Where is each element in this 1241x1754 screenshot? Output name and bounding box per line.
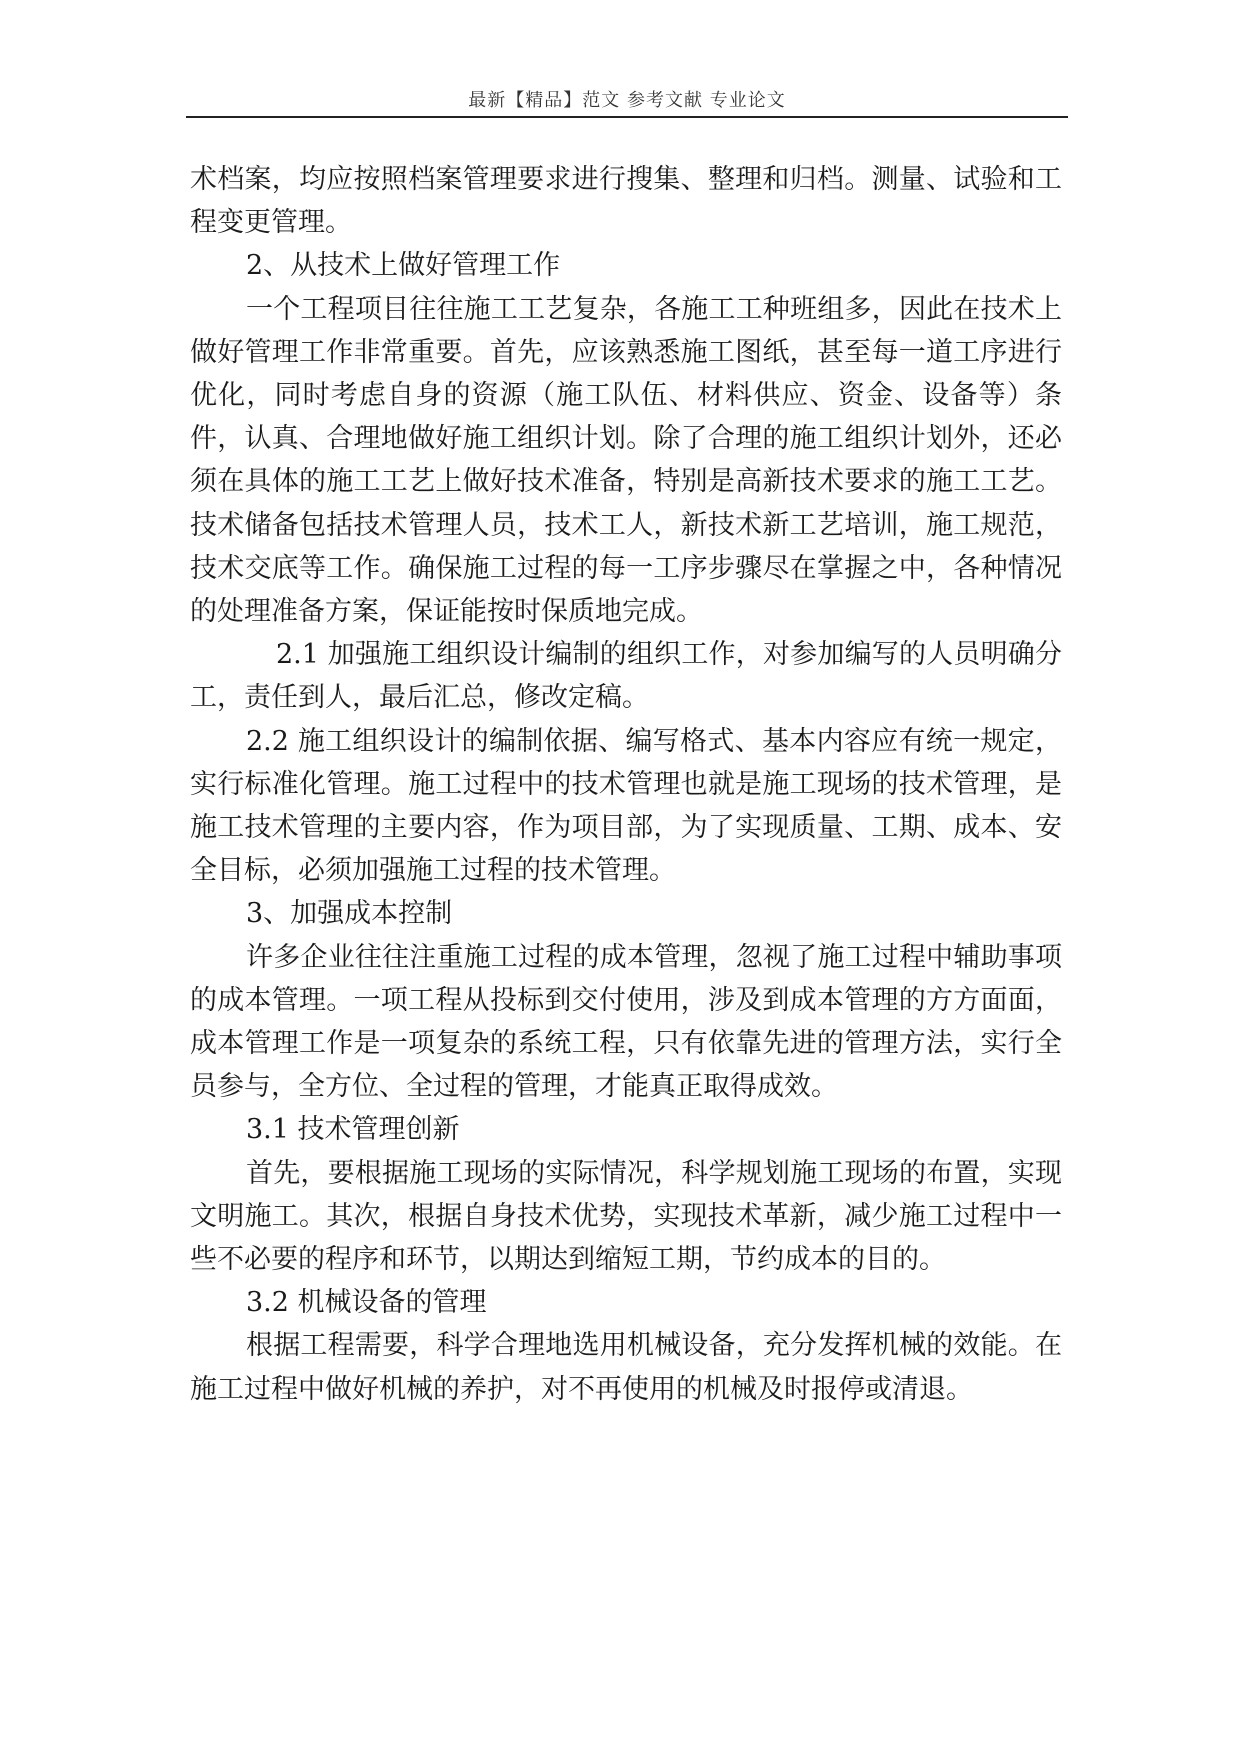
header-rule: [186, 116, 1068, 118]
paragraph-archive-continuation: 术档案，均应按照档案管理要求进行搜集、整理和归档。测量、试验和工程变更管理。: [190, 164, 1062, 239]
paragraph-3-2: 根据工程需要，科学合理地选用机械设备，充分发挥机械的效能。在施工过程中做好机械的养护，对不再使用的机械及时报停或清退。: [190, 1330, 1062, 1405]
section-heading-3: 3、加强成本控制: [246, 898, 453, 930]
section-heading-3-1: 3.1 技术管理创新: [246, 1114, 460, 1146]
paragraph-2-2: 2.2 施工组织设计的编制依据、编写格式、基本内容应有统一规定，实行标准化管理。施工过程中的技术管理也就是施工现场的技术管理，是施工技术管理的主要内容，作为项目部，为了实现质量、工期、成本、安全目标，必须加强施工过程的技术管理。: [190, 725, 1062, 887]
paragraph-2-1: 2.1 加强施工组织设计编制的组织工作，对参加编写的人员明确分工，责任到人，最后汇总，修改定稿。: [190, 639, 1062, 714]
paragraph-cost-control: 许多企业往往注重施工过程的成本管理，忽视了施工过程中辅助事项的成本管理。一项工程从投标到交付使用，涉及到成本管理的方方面面，成本管理工作是一项复杂的系统工程，只有依靠先进的管理方法，实行全员参与，全方位、全过程的管理，才能真正取得成效。: [190, 941, 1062, 1103]
paragraph-3-1: 首先，要根据施工现场的实际情况，科学规划施工现场的布置，实现文明施工。其次，根据自身技术优势，实现技术革新，减少施工过程中一些不必要的程序和环节，以期达到缩短工期，节约成本的目的。: [190, 1157, 1062, 1276]
section-heading-2: 2、从技术上做好管理工作: [246, 250, 561, 282]
section-heading-3-2: 3.2 机械设备的管理: [246, 1287, 487, 1319]
document-body: [190, 158, 1062, 1411]
page-header: 最新【精品】范文 参考文献 专业论文: [468, 90, 786, 111]
paragraph-technical-management: 一个工程项目往往施工工艺复杂，各施工工种班组多，因此在技术上做好管理工作非常重要。首先，应该熟悉施工图纸，甚至每一道工序进行优化，同时考虑自身的资源（施工队伍、材料供应、资金、设备等）条件，认真、合理地做好施工组织计划。除了合理的施工组织计划外，还必须在具体的施工工艺上做好技术准备，特别是高新技术要求的施工工艺。技术储备包括技术管理人员，技术工人，新技术新工艺培训，施工规范，技术交底等工作。确保施工过程的每一工序步骤尽在掌握之中，各种情况的处理准备方案，保证能按时保质地完成。: [190, 293, 1062, 628]
